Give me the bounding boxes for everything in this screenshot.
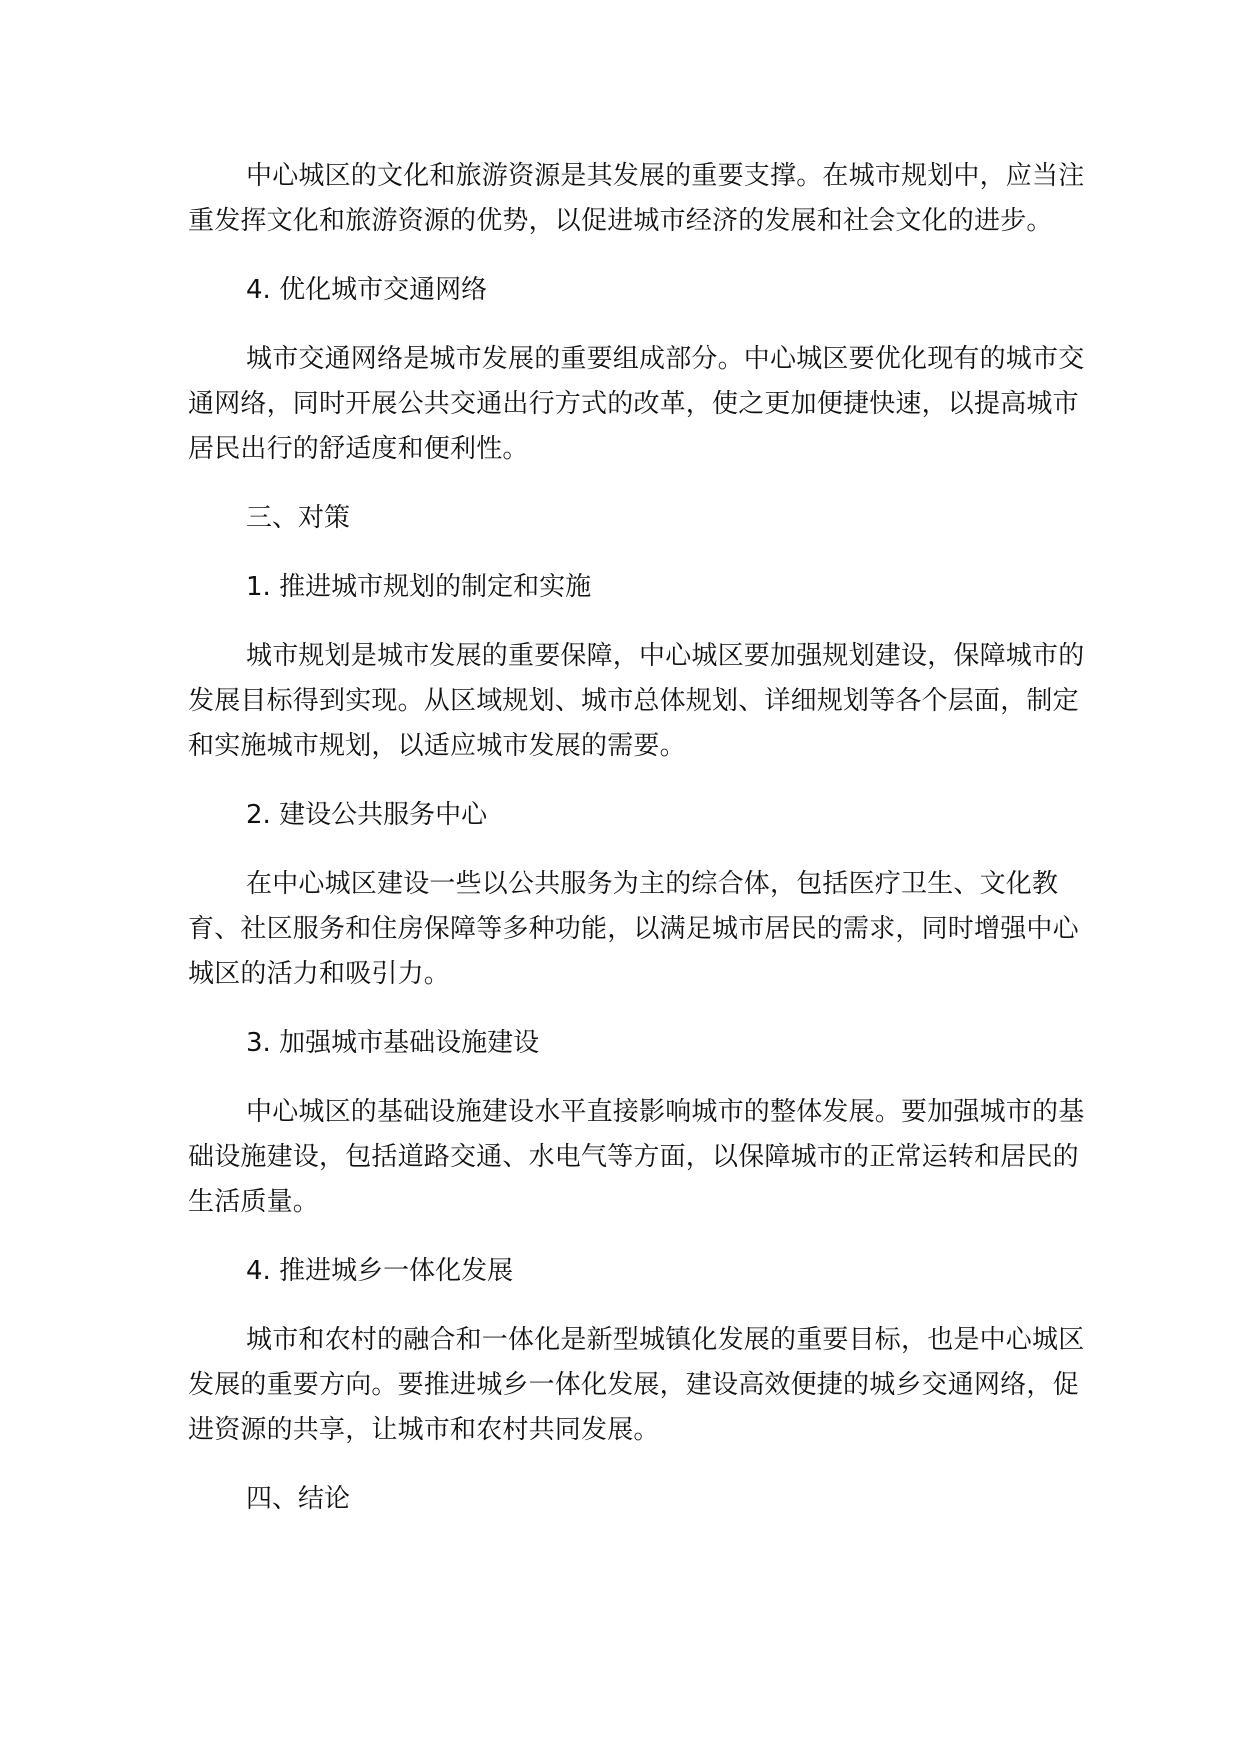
- document-body: [188, 154, 1088, 1546]
- heading-urban-rural-integration: 4. 推进城乡一体化发展: [246, 1256, 514, 1286]
- heading-public-service-center: 2. 建设公共服务中心: [246, 800, 488, 830]
- paragraph-urban-planning: 城市规划是城市发展的重要保障，中心城区要加强规划建设，保障城市的发展目标得到实现。从区域规划、城市总体规划、详细规划等各个层面，制定和实施城市规划，以适应城市发展的需要。: [188, 641, 1085, 761]
- paragraph-infrastructure: 中心城区的基础设施建设水平直接影响城市的整体发展。要加强城市的基础设施建设，包括道路交通、水电气等方面，以保障城市的正常运转和居民的生活质量。: [188, 1097, 1085, 1217]
- heading-urban-planning: 1. 推进城市规划的制定和实施: [246, 572, 592, 602]
- paragraph-urban-rural-integration: 城市和农村的融合和一体化是新型城镇化发展的重要目标，也是中心城区发展的重要方向。要推进城乡一体化发展，建设高效便捷的城乡交通网络，促进资源的共享，让城市和农村共同发展。: [188, 1325, 1085, 1445]
- paragraph-public-service-center: 在中心城区建设一些以公共服务为主的综合体，包括医疗卫生、文化教育、社区服务和住房保障等多种功能，以满足城市居民的需求，同时增强中心城区的活力和吸引力。: [188, 869, 1079, 989]
- heading-section-conclusion: 四、结论: [246, 1484, 351, 1514]
- paragraph-culture-tourism: 中心城区的文化和旅游资源是其发展的重要支撑。在城市规划中，应当注重发挥文化和旅游资源的优势，以促进城市经济的发展和社会文化的进步。: [188, 161, 1085, 236]
- heading-infrastructure: 3. 加强城市基础设施建设: [246, 1028, 540, 1058]
- heading-section-countermeasures: 三、对策: [246, 503, 351, 533]
- paragraph-transport-network: 城市交通网络是城市发展的重要组成部分。中心城区要优化现有的城市交通网络，同时开展公共交通出行方式的改革，使之更加便捷快速，以提高城市居民出行的舒适度和便利性。: [188, 344, 1085, 464]
- heading-optimize-transport: 4. 优化城市交通网络: [246, 275, 488, 305]
